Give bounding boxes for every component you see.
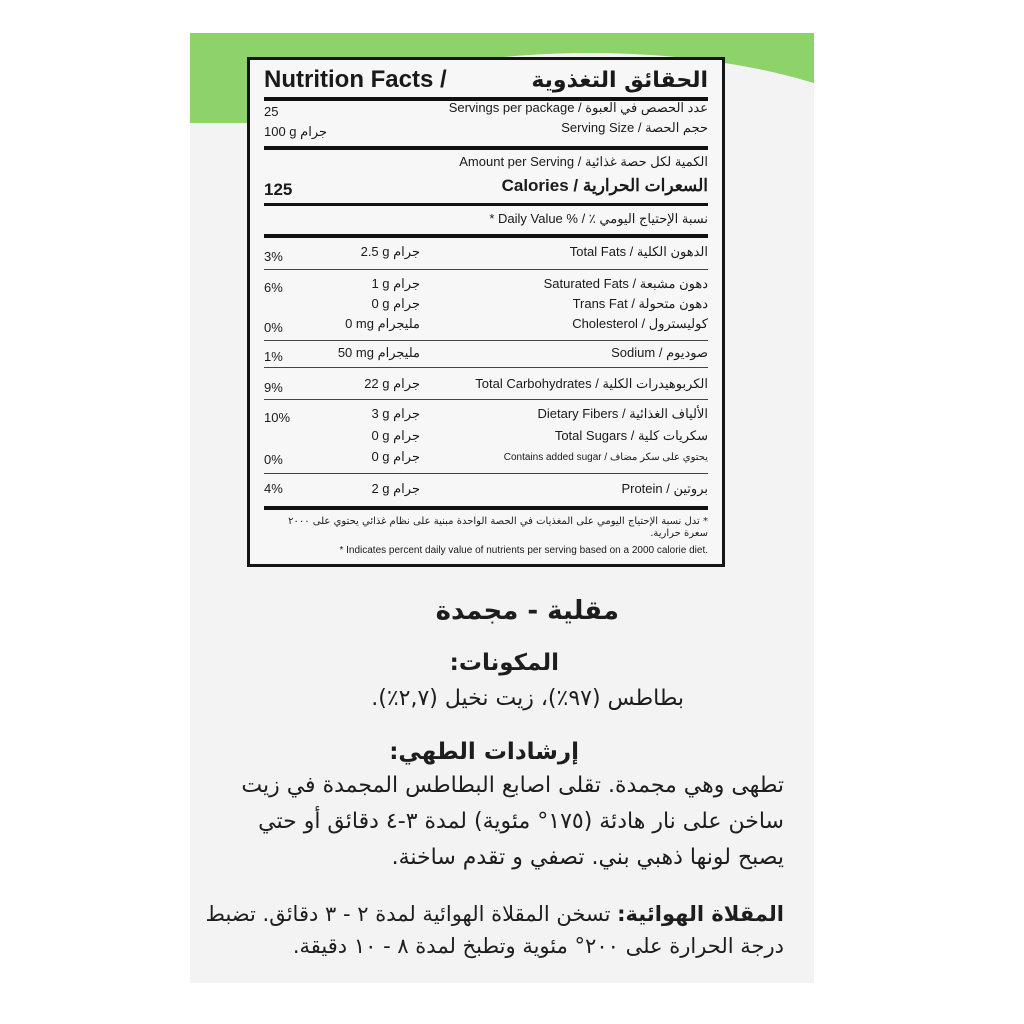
air-fryer-instructions: [194, 898, 784, 962]
protein-divider: [264, 506, 708, 510]
row-divider: [264, 399, 708, 400]
nutrient-name: Sodium / صوديوم: [611, 345, 708, 360]
nutrient-name: Dietary Fibers / الألياف الغذائية: [537, 406, 708, 421]
nutrient-amount: 0 g جرام: [371, 296, 420, 311]
row-divider: [264, 473, 708, 474]
cooking-instructions: تطهى وهي مجمدة. تقلى اصابع البطاطس المجمدة في زيت ساخن على نار هادئة (١٧٥° مئوية) لمدة ٣-٤ دقائق أو حتي يصبح لونها ذهبي بني. تصفي و تقدم ساخنة.: [241, 773, 784, 870]
nutrient-pct: 1%: [264, 349, 283, 364]
calories-value: 125: [264, 180, 293, 199]
footnote-english: * Indicates percent daily value of nutrients per serving based on a 2000 calorie diet.: [339, 545, 708, 556]
nutrition-title: [264, 66, 708, 94]
nutrient-amount: 2 g جرام: [371, 481, 420, 496]
green-edge-shape: [190, 33, 250, 123]
nutrient-pct: 9%: [264, 380, 283, 395]
nutrient-pct: 4%: [264, 481, 283, 496]
product-title: مقلية - مجمدة: [435, 596, 619, 626]
row-divider: [264, 340, 708, 341]
ingredients-title: المكونات:: [449, 650, 559, 676]
cooking-title: إرشادات الطهي:: [389, 739, 579, 765]
nutrient-amount: 3 g جرام: [371, 406, 420, 421]
nutrient-amount: 0 g جرام: [371, 449, 420, 464]
calories-divider: [264, 203, 708, 206]
ingredients-text: بطاطس (٩٧٪)، زيت نخيل (٢,٧٪).: [371, 686, 684, 711]
nutrition-facts-panel: [247, 57, 725, 567]
serving-divider: [264, 146, 708, 150]
air-fryer-title: المقلاة الهوائية:: [617, 902, 784, 926]
nutrient-pct: 3%: [264, 249, 283, 264]
serving-size-value: 100 g جرام: [264, 124, 328, 139]
nutrient-name: Protein / بروتين: [621, 481, 708, 496]
nutrition-title-ar: الحقائق التغذوية: [531, 67, 708, 93]
row-divider: [264, 269, 708, 270]
nutrient-amount: 0 mg مليجرام: [345, 316, 420, 331]
amount-label: Amount per Serving / الكمية لكل حصة غذائية: [459, 154, 708, 169]
nutrient-pct: 0%: [264, 320, 283, 335]
calories-label: Calories / السعرات الحرارية: [501, 176, 708, 195]
nutrient-pct: 10%: [264, 410, 291, 425]
footnote-arabic: * تدل نسبة الإحتياج اليومي على المغذيات في الحصة الواحدة مبنية على نظام غذائي يحتوي على ٢٠٠٠ سعرة حرارية.: [288, 516, 708, 539]
nutrient-pct: 0%: [264, 452, 283, 467]
nutrient-name: Total Fats / الدهون الكلية: [569, 244, 708, 259]
nutrient-name: Saturated Fats / دهون مشبعة: [543, 276, 708, 291]
nutrient-name: Trans Fat / دهون متحولة: [572, 296, 708, 311]
nutrient-amount: 50 mg مليجرام: [337, 345, 420, 360]
nutrient-amount: 1 g جرام: [371, 276, 420, 291]
nutrient-name: Contains added sugar / يحتوي على سكر مضاف: [503, 452, 708, 463]
air-fryer-text: تسخن المقلاة الهوائية لمدة ٢ - ٣ دقائق. تضبط درجة الحرارة على ٢٠٠° مئوية وتطبخ لمدة ٨ - ١٠ دقيقة.: [205, 902, 784, 958]
daily-value-label: * Daily Value % / ٪ نسبة الإحتياج اليومي: [489, 211, 708, 226]
nutrient-pct: 6%: [264, 280, 283, 295]
nutrient-amount: 2.5 g جرام: [360, 244, 420, 259]
nutrient-name: Total Carbohydrates / الكربوهيدرات الكلية: [475, 376, 708, 391]
row-divider: [264, 367, 708, 368]
nutrient-name: Total Sugars / سكريات كلية: [554, 428, 708, 443]
nutrient-name: Cholesterol / كوليسترول: [572, 316, 708, 331]
nutrient-amount: 22 g جرام: [364, 376, 420, 391]
nutrition-title-en: Nutrition Facts /: [264, 66, 447, 93]
servings-label: Servings per package / عدد الحصص في العبوة: [448, 100, 708, 115]
nutrient-amount: 0 g جرام: [371, 428, 420, 443]
servings-value: 25: [264, 104, 279, 119]
daily-divider: [264, 234, 708, 238]
serving-size-label: Serving Size / حجم الحصة: [561, 120, 708, 135]
